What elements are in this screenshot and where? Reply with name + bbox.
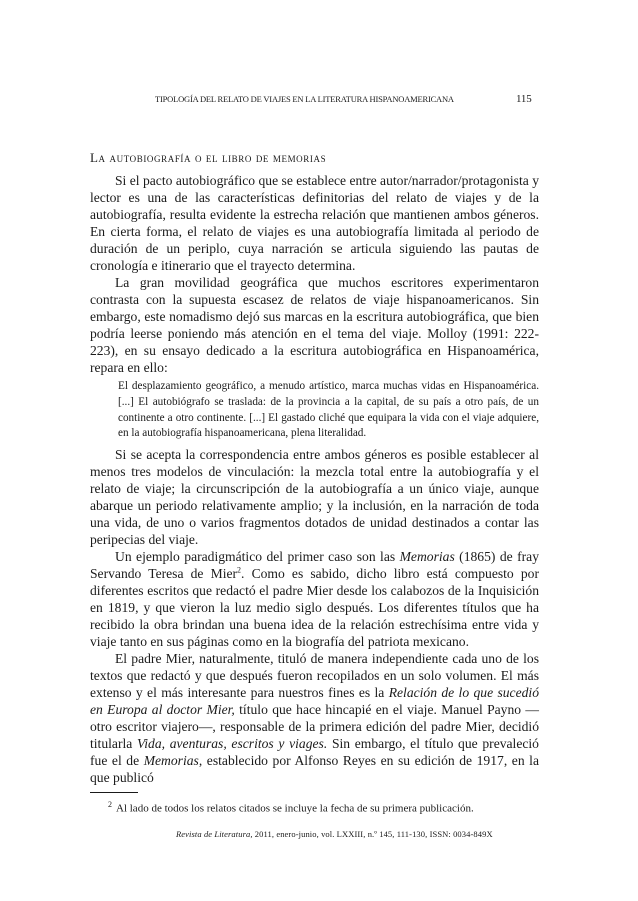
paragraph-4-text-c: . Como es sabido, dicho libro está compuesto por diferentes escritos que redactó el padre Mier desde los calabozos de la Inquisición en 1819, y que vieron la luz medio siglo después. Los diferentes títulos que ha recibido la obra brindan una buena idea de la relación estrechísima entre vida y viaje tanto en sus páginas como en la biografía del patriota mexicano. [90, 566, 539, 650]
paragraph-3: Si se acepta la correspondencia entre ambos géneros es posible establecer al menos tres modelos de vinculación: la mezcla total entre la autobiografía y el relato de viaje; la circunscripción de la autobiografía a un único viaje, aunque abarque un periodo relativamente amplio; y la inclusión, en la narración de toda una vida, de uno o varios fragmentos dotados de unidad destinados a contar las peripecias del viaje. [90, 447, 539, 548]
paragraph-4-text-b: (1865) de fray Servando Teresa de Mier [90, 549, 540, 582]
footnote-divider [90, 792, 138, 793]
paragraph-2: La gran movilidad geográfica que muchos escritores experimentaron contrasta con la supuesta escasez de relatos de viaje hispanoamericanos. Sin embargo, este nomadismo dejó sus marcas en la escritura autobiográfica, que bien podría leerse poniendo más atención en el tema del viaje. Molloy (1991: 222-223), en su ensayo dedicado a la escritura autobiográfica en Hispanoamérica, repara en ello: [90, 275, 539, 375]
page-footer [176, 829, 493, 839]
journal-details: 2011, enero-junio, vol. LXXIII, n.º 145, 111-130, ISSN: 0034-849X [252, 829, 493, 839]
page-number: 115 [516, 93, 532, 105]
footnote-marker: 2 [108, 800, 112, 809]
running-head-title: TIPOLOGÍA DEL RELATO DE VIAJES EN LA LITERATURA HISPANOAMERICANA [155, 94, 454, 104]
footnote-text: Al lado de todos los relatos citados se incluye la fecha de su primera publicación. [116, 802, 474, 815]
paragraph-1: Si el pacto autobiográfico que se establece entre autor/narrador/protagonista y lector es una de las características definitorias del relato de viajes y de la autobiografía, resulta evidente la estrecha relación que mantienen ambos géneros. En cierta forma, el relato de viajes es una autobiografía limitada al periodo de duración de un periplo, cuya narración se articula siguiendo las pautas de cronología e itinerario que el trayecto determina. [90, 173, 539, 273]
block-quote: El desplazamiento geográfico, a menudo artístico, marca muchas vidas en Hispanoamérica. [...] El autobiógrafo se traslada: de la provincia a la capital, de su país a otro país, de un continente a otro continente. [...] El gastado cliché que equipara la vida con el viaje adquiere, en la autobiografía hispanoamericana, plena literalidad. [118, 380, 539, 440]
paragraph-5-text-b: título que hace hincapié en el viaje. Manuel Payno —otro escritor viajero—, responsable de la primera edición del padre Mier, decidió titularla [90, 702, 539, 752]
section-title: La autobiografía o el libro de memorias [90, 150, 327, 165]
footnote [90, 798, 539, 816]
running-head [0, 94, 638, 108]
memorias-title-2: Memorias [143, 753, 199, 769]
journal-name: Revista de Literatura, [176, 829, 253, 839]
paragraph-5-text-a: El padre Mier, naturalmente, tituló de manera independiente cada uno de los textos que redactó y que después fueron recopilados en un solo volumen. El más extenso y el más interesante para nuestros fines es la [90, 651, 539, 701]
paragraph-4 [90, 548, 539, 650]
relacion-title: Relación de lo que sucedió en Europa al doctor Mier, [90, 685, 539, 718]
footnote-reference[interactable]: 2 [237, 565, 242, 575]
memorias-title: Memorias [399, 549, 455, 565]
vida-title: Vida, aventuras, escritos y viages. [136, 736, 328, 752]
paragraph-5 [90, 650, 539, 786]
body-text [90, 172, 539, 786]
paragraph-5-text-c: Sin embargo, el título que prevaleció fue el de [90, 736, 539, 769]
paragraph-5-text-d: , establecido por Alfonso Reyes en su edición de 1917, en la que publicó [90, 753, 539, 786]
paragraph-4-text-a: Un ejemplo paradigmático del primer caso son las [115, 549, 400, 565]
